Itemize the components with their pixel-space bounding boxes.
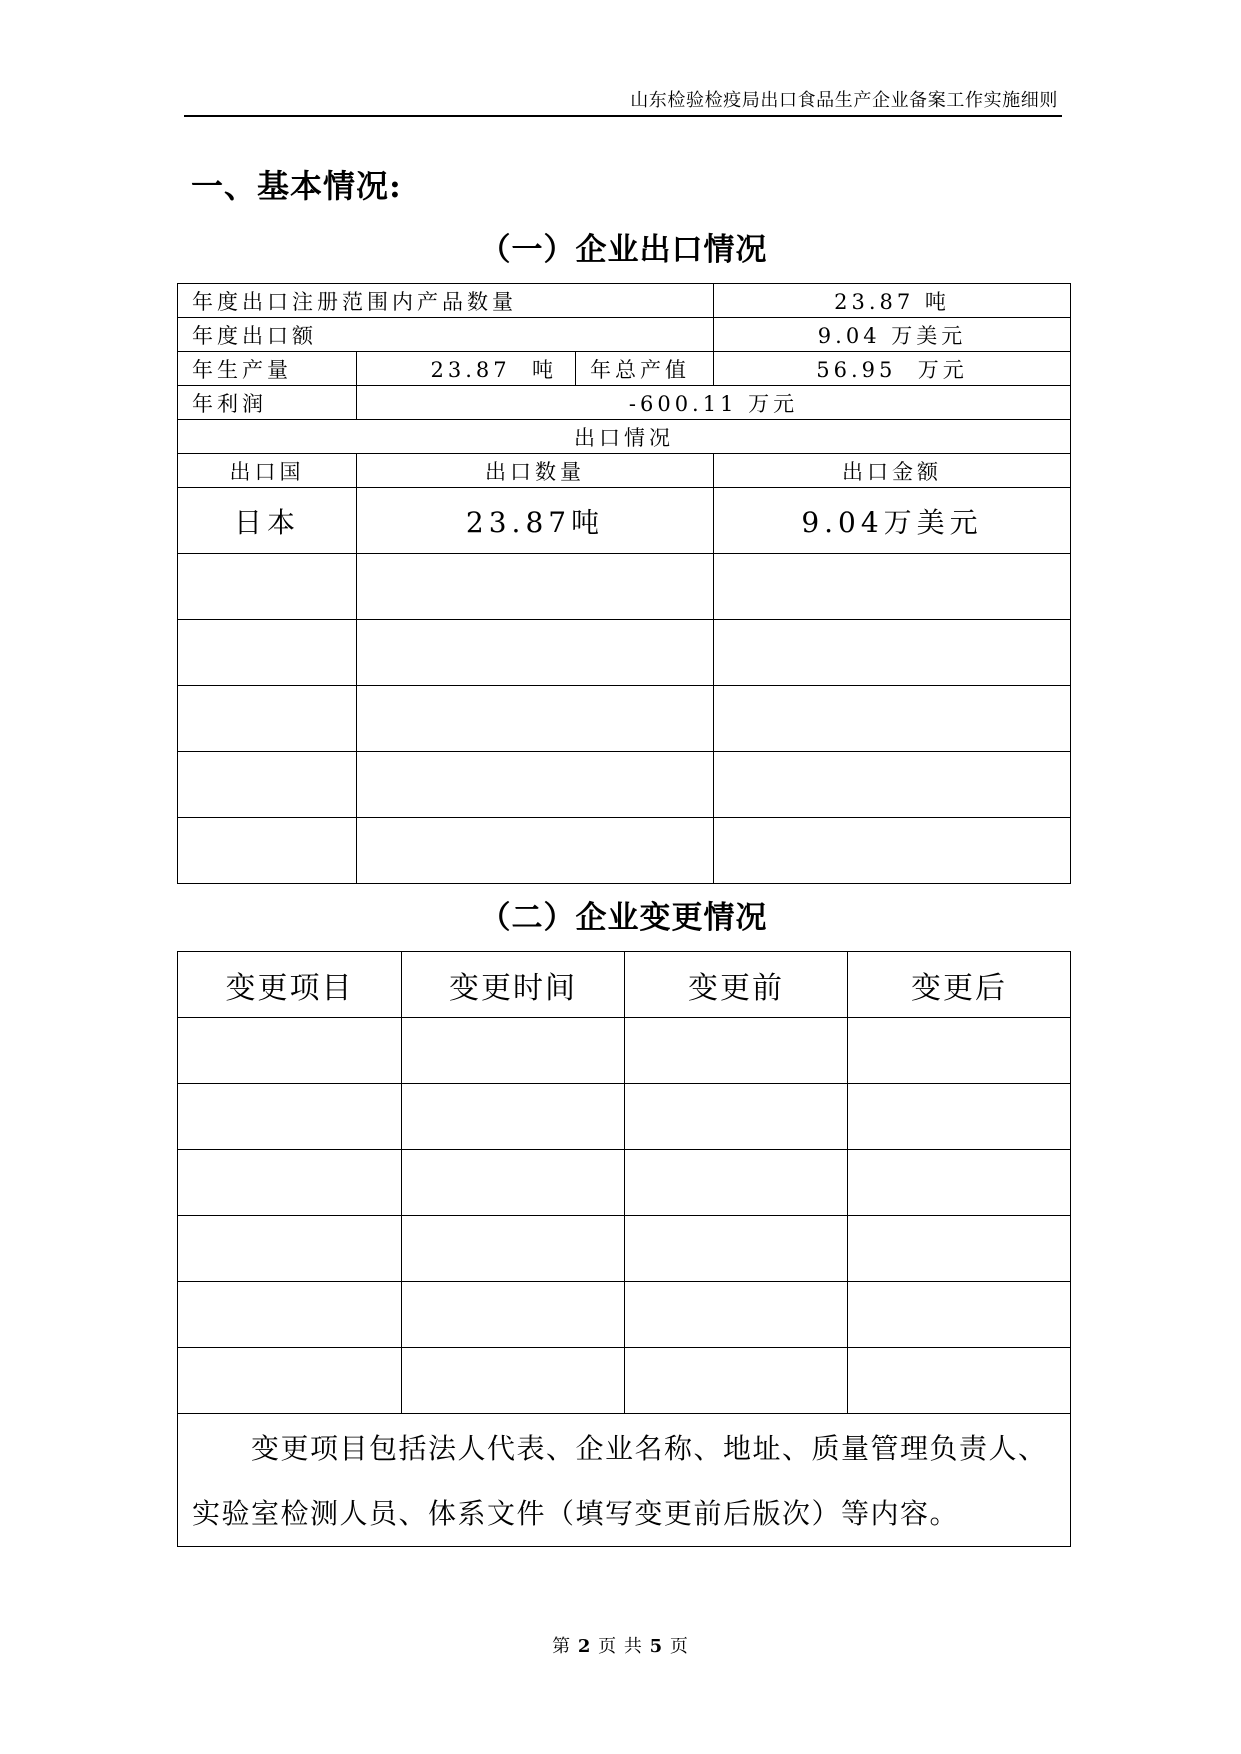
column-header-quantity: 出口数量 (357, 454, 714, 488)
annual-export-amount-value: 9.04 万美元 (714, 318, 1071, 352)
change-after-cell (848, 1216, 1071, 1282)
export-amount-cell (714, 752, 1071, 818)
table-row (178, 1216, 1071, 1282)
export-amount-cell: 9.04万美元 (714, 488, 1071, 554)
page-suffix: 页 (669, 1636, 689, 1657)
column-header-time: 变更时间 (402, 952, 625, 1018)
export-quantity-cell (357, 554, 714, 620)
export-country-cell (178, 554, 357, 620)
change-note-line-2: 实验室检测人员、体系文件（填写变更前后版次）等内容。 (192, 1497, 960, 1530)
column-header-country: 出口国 (178, 454, 357, 488)
change-time-cell (402, 1018, 625, 1084)
table-row (178, 1348, 1071, 1414)
table-row (178, 686, 1071, 752)
export-quantity-cell (357, 620, 714, 686)
change-item-cell (178, 1216, 402, 1282)
export-amount-cell (714, 686, 1071, 752)
annual-profit-value: -600.11 万元 (357, 386, 1071, 420)
export-country-cell: 日本 (178, 488, 357, 554)
table-row (178, 318, 1071, 352)
table-row (178, 386, 1071, 420)
section-title: 一、基本情况: (191, 167, 402, 205)
export-country-cell (178, 818, 357, 884)
table-row (178, 1150, 1071, 1216)
change-item-cell (178, 1150, 402, 1216)
export-country-cell (178, 620, 357, 686)
table-header-row (178, 952, 1071, 1018)
table-row (178, 488, 1071, 554)
total-pages-number: 5 (649, 1636, 664, 1657)
change-item-cell (178, 1348, 402, 1414)
annual-profit-label: 年利润 (178, 386, 357, 420)
header-divider (184, 115, 1062, 117)
export-table-title: （一）企业出口情况 (479, 232, 768, 268)
export-info-table (177, 283, 1071, 884)
change-item-cell (178, 1282, 402, 1348)
export-quantity-cell (357, 686, 714, 752)
table-note-row (178, 1414, 1071, 1547)
annual-export-qty-value: 23.87 吨 (714, 284, 1071, 318)
page-footer (0, 1636, 1241, 1658)
current-page-number: 2 (577, 1636, 592, 1657)
change-before-cell (625, 1348, 848, 1414)
export-amount-cell (714, 554, 1071, 620)
change-note-line-1: 变更项目包括法人代表、企业名称、地址、质量管理负责人、 (251, 1432, 1048, 1465)
table-row (178, 352, 1071, 386)
export-quantity-cell (357, 752, 714, 818)
change-item-cell (178, 1084, 402, 1150)
change-after-cell (848, 1348, 1071, 1414)
table-row (178, 1084, 1071, 1150)
change-time-cell (402, 1084, 625, 1150)
change-before-cell (625, 1150, 848, 1216)
column-header-after: 变更后 (848, 952, 1071, 1018)
export-country-cell (178, 752, 357, 818)
table-row (178, 554, 1071, 620)
export-status-heading: 出口情况 (178, 420, 1071, 454)
column-header-before: 变更前 (625, 952, 848, 1018)
change-before-cell (625, 1282, 848, 1348)
table-row (178, 1282, 1071, 1348)
export-amount-cell (714, 818, 1071, 884)
annual-total-output-value-label: 年总产值 (576, 352, 714, 386)
export-quantity-cell: 23.87吨 (357, 488, 714, 554)
change-time-cell (402, 1216, 625, 1282)
annual-export-qty-label: 年度出口注册范围内产品数量 (178, 284, 714, 318)
page-prefix: 第 (552, 1636, 572, 1657)
annual-output-value: 23.87 吨 (357, 352, 576, 386)
change-time-cell (402, 1282, 625, 1348)
column-header-item: 变更项目 (178, 952, 402, 1018)
change-before-cell (625, 1084, 848, 1150)
table-row (178, 752, 1071, 818)
change-after-cell (848, 1282, 1071, 1348)
change-after-cell (848, 1084, 1071, 1150)
change-before-cell (625, 1018, 848, 1084)
running-header: 山东检验检疫局出口食品生产企业备案工作实施细则 (630, 90, 1058, 111)
change-time-cell (402, 1150, 625, 1216)
export-amount-cell (714, 620, 1071, 686)
change-info-table (177, 951, 1071, 1547)
table-header-row (178, 454, 1071, 488)
page-middle: 页 共 (598, 1636, 643, 1657)
table-row (178, 620, 1071, 686)
change-table-title: （二）企业变更情况 (479, 900, 768, 936)
annual-total-output-value-value: 56.95 万元 (714, 352, 1071, 386)
annual-output-label: 年生产量 (178, 352, 357, 386)
table-row (178, 420, 1071, 454)
table-row (178, 1018, 1071, 1084)
export-country-cell (178, 686, 357, 752)
annual-export-amount-label: 年度出口额 (178, 318, 714, 352)
change-note-cell (178, 1414, 1071, 1547)
column-header-amount: 出口金额 (714, 454, 1071, 488)
export-quantity-cell (357, 818, 714, 884)
table-row (178, 818, 1071, 884)
change-before-cell (625, 1216, 848, 1282)
change-time-cell (402, 1348, 625, 1414)
change-after-cell (848, 1150, 1071, 1216)
table-row (178, 284, 1071, 318)
change-after-cell (848, 1018, 1071, 1084)
change-item-cell (178, 1018, 402, 1084)
